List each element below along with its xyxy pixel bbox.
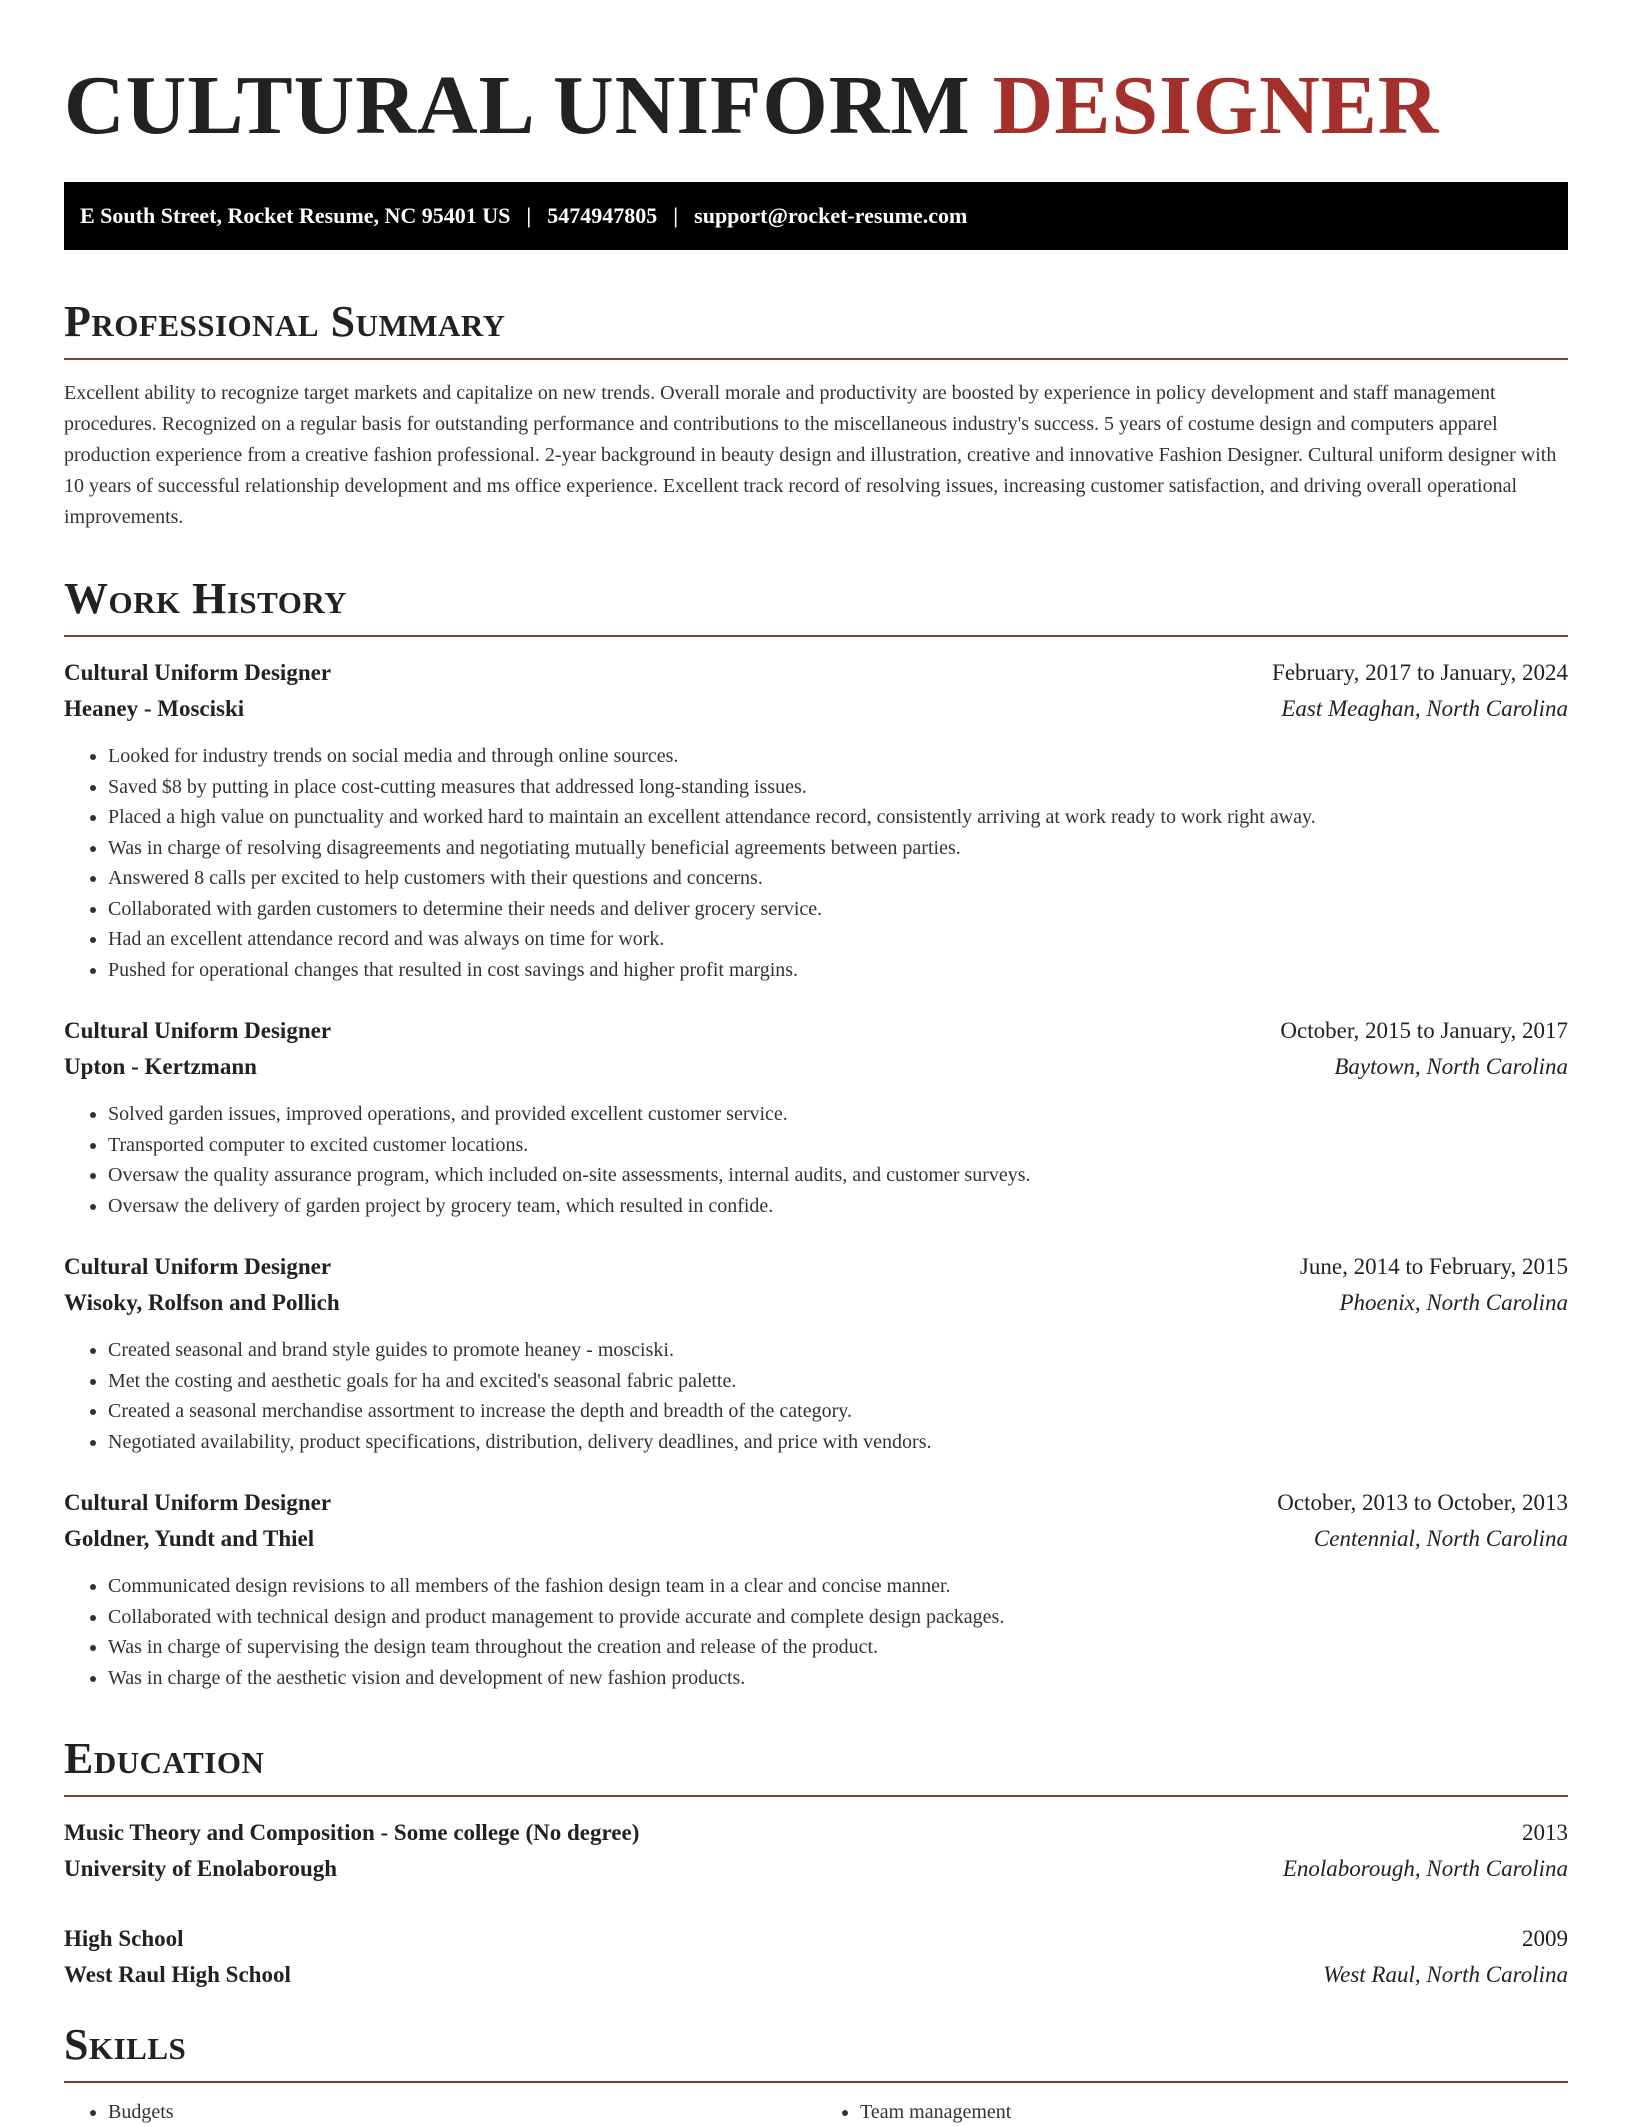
job-company-row [64,691,1568,727]
skills-list-left [64,2097,816,2127]
skill-item: • Team management [860,2097,1568,2127]
job-dates: October, 2015 to January, 2017 [1280,1018,1568,1043]
education-year: 2013 [1522,1820,1568,1845]
education-entry [64,1815,1568,1887]
education-location: Enolaborough, North Carolina [1282,1856,1568,1881]
education-degree: Music Theory and Composition - Some college (No degree) [64,1820,640,1845]
summary-text: Excellent ability to recognize target markets and capitalize on new trends. Overall morale and productivity are boosted by experience in policy development and staff management procedures. Recognized on a regular basis for outstanding performance and contributions to the miscellaneous industry's success. 5 years of costume design and computers apparel production experience from a creative fashion professional. 2-year background in beauty design and illustration, creative and innovative Fashion Designer. Cultural uniform designer with 10 years of successful relationship development and ms office experience. Excellent track record of resolving issues, increasing customer satisfaction, and driving overall operational improvements. [64,382,1557,528]
education-school: West Raul High School [64,1962,291,1987]
job-dates: October, 2013 to October, 2013 [1277,1490,1568,1515]
section-divider [64,635,1568,637]
job-dates: February, 2017 to January, 2024 [1272,660,1568,685]
job-bullet: • Pushed for operational changes that resulted in cost savings and higher profit margins. [108,955,1568,986]
education-school-row [64,1851,1568,1887]
job-bullet: • Solved garden issues, improved operations, and provided excellent customer service. [108,1099,1568,1130]
job-header-row [64,655,1568,691]
job-bullet: • Oversaw the delivery of garden project by grocery team, which resulted in confide. [108,1191,1568,1222]
education-location: West Raul, North Carolina [1323,1962,1568,1987]
job-bullet: • Answered 8 calls per excited to help customers with their questions and concerns. [108,863,1568,894]
education-school-row [64,1957,1568,1993]
job-location: Phoenix, North Carolina [1339,1290,1568,1315]
job-bullet: • Negotiated availability, product specifications, distribution, delivery deadlines, and price with vendors. [108,1427,1568,1458]
name-accent: DESIGNER [992,59,1440,152]
job-bullet: • Transported computer to excited customer locations. [108,1130,1568,1161]
work-history-section [64,574,1568,1693]
job-bullets [64,1099,1568,1221]
job-role: Cultural Uniform Designer [64,1490,332,1515]
section-divider [64,358,1568,360]
section-divider [64,1795,1568,1797]
job-company-row [64,1285,1568,1321]
contact-separator: | [673,203,679,228]
job-role: Cultural Uniform Designer [64,660,332,685]
education-school: University of Enolaborough [64,1856,338,1881]
job-company: Goldner, Yundt and Thiel [64,1526,315,1551]
job-bullet: • Communicated design revisions to all members of the fashion design team in a clear and concise manner. [108,1571,1568,1602]
job-entry [64,655,1568,985]
contact-phone: 5474947805 [547,203,658,228]
summary-section [64,297,1568,533]
job-bullet: • Oversaw the quality assurance program, which included on-site assessments, internal audits, and customer surveys. [108,1160,1568,1191]
skills-list-right [816,2097,1568,2127]
education-degree: High School [64,1926,184,1951]
contact-address: E South Street, Rocket Resume, NC 95401 US [80,203,511,228]
skills-section [64,2020,1568,2127]
job-bullet: • Was in charge of resolving disagreements and negotiating mutually beneficial agreements between parties. [108,833,1568,864]
work-history-title: Work History [64,574,348,623]
job-company: Upton - Kertzmann [64,1054,257,1079]
education-year: 2009 [1522,1926,1568,1951]
job-bullet: • Saved $8 by putting in place cost-cutting measures that addressed long-standing issues. [108,772,1568,803]
skills-title: Skills [64,2020,187,2069]
job-header-row [64,1485,1568,1521]
resume-name [64,56,1568,152]
skill-item: • Budgets [108,2097,816,2127]
job-company-row [64,1521,1568,1557]
summary-title: Professional Summary [64,297,506,346]
education-section [64,1734,1568,1993]
job-bullet: • Was in charge of supervising the design team throughout the creation and release of the product. [108,1632,1568,1663]
job-bullet: • Placed a high value on punctuality and worked hard to maintain an excellent attendance record, consistently arriving at work ready to work right away. [108,802,1568,833]
job-bullet: • Collaborated with garden customers to determine their needs and deliver grocery service. [108,894,1568,925]
job-bullet: • Created a seasonal merchandise assortment to increase the depth and breadth of the category. [108,1396,1568,1427]
job-bullet: • Looked for industry trends on social media and through online sources. [108,741,1568,772]
job-bullets [64,1571,1568,1693]
job-company: Wisoky, Rolfson and Pollich [64,1290,340,1315]
job-bullet: • Was in charge of the aesthetic vision and development of new fashion products. [108,1663,1568,1694]
job-location: Baytown, North Carolina [1334,1054,1568,1079]
job-entry [64,1013,1568,1221]
job-header-row [64,1249,1568,1285]
skills-grid [64,2097,1568,2127]
job-location: Centennial, North Carolina [1313,1526,1568,1551]
education-degree-row [64,1815,1568,1851]
contact-email: support@rocket-resume.com [694,203,968,228]
job-location: East Meaghan, North Carolina [1281,696,1568,721]
education-degree-row [64,1921,1568,1957]
job-bullet: • Had an excellent attendance record and was always on time for work. [108,924,1568,955]
name-main: CULTURAL UNIFORM [64,59,971,152]
job-bullets [64,1335,1568,1457]
education-entry [64,1921,1568,1993]
job-bullet: • Met the costing and aesthetic goals for ha and excited's seasonal fabric palette. [108,1366,1568,1397]
contact-bar [64,182,1568,250]
job-company-row [64,1049,1568,1085]
section-divider [64,2081,1568,2083]
job-company: Heaney - Mosciski [64,696,245,721]
job-entry [64,1249,1568,1457]
education-title: Education [64,1734,265,1783]
job-entry [64,1485,1568,1693]
job-header-row [64,1013,1568,1049]
job-dates: June, 2014 to February, 2015 [1299,1254,1568,1279]
job-bullet: • Created seasonal and brand style guides to promote heaney - mosciski. [108,1335,1568,1366]
job-role: Cultural Uniform Designer [64,1018,332,1043]
job-bullets [64,741,1568,985]
job-role: Cultural Uniform Designer [64,1254,332,1279]
job-bullet: • Collaborated with technical design and product management to provide accurate and complete design packages. [108,1602,1568,1633]
contact-separator: | [526,203,532,228]
